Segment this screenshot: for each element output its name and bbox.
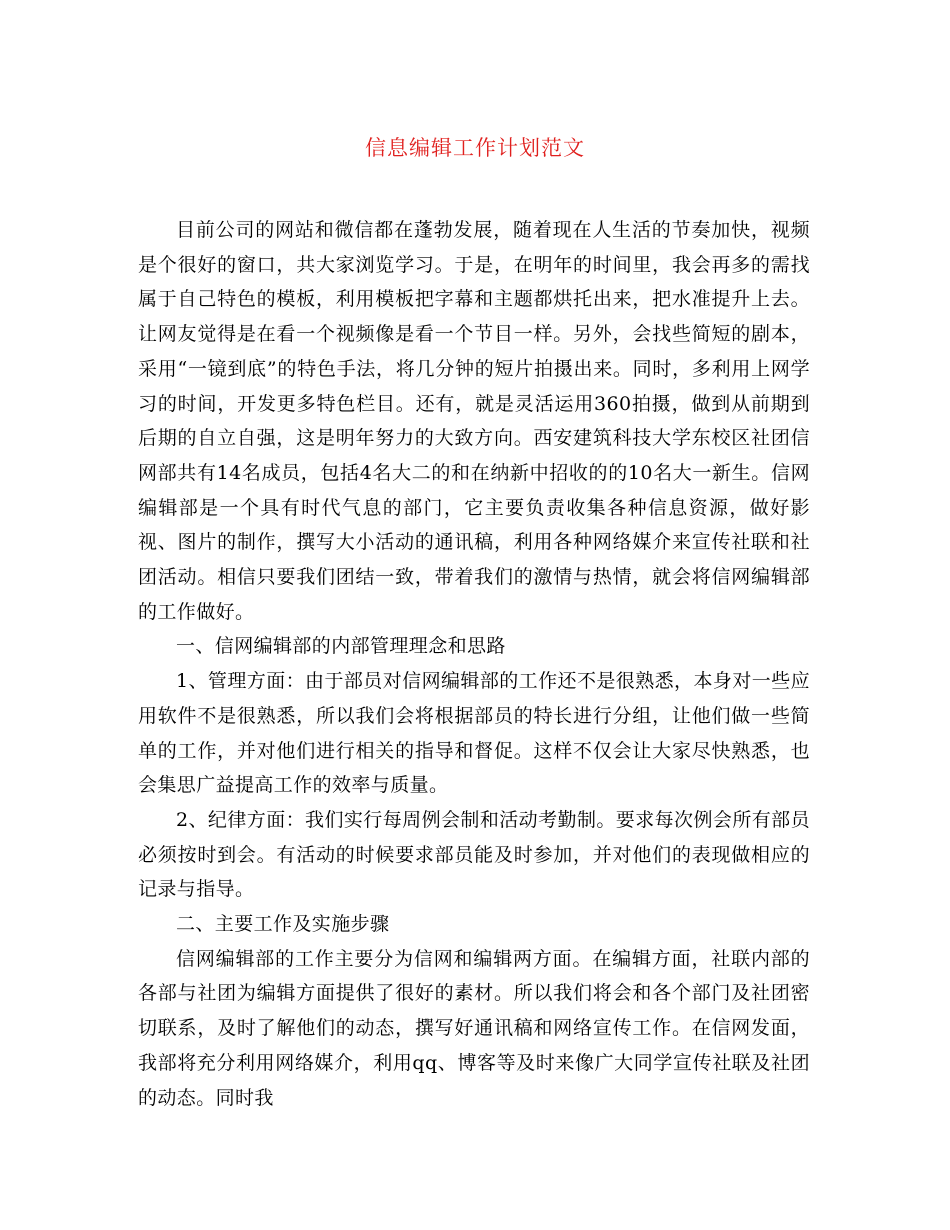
paragraph-main-work: 信网编辑部的工作主要分为信网和编辑两方面。在编辑方面，社联内部的各部与社团为编辑方面提供了很好的素材。所以我们将会和各个部门及社团密切联系，及时了解他们的动态，撰写好通讯稿和网络宣传工作。在信网发面，我部将充分利用网络媒介，利用qq、博客等及时来像广大同学宣传社联及社团的动态。同时我 (138, 947, 810, 1109)
paragraph-management: 1、管理方面：由于部员对信网编辑部的工作还不是很熟悉，本身对一些应用软件不是很熟悉，所以我们会将根据部员的特长进行分组，让他们做一些简单的工作，并对他们进行相关的指导和督促。这样不仅会让大家尽快熟悉，也会集思广益提高工作的效率与质量。 (138, 670, 810, 797)
section-heading-management: 一、信网编辑部的内部管理理念和思路 (176, 635, 506, 658)
paragraph-intro: 目前公司的网站和微信都在蓬勃发展，随着现在人生活的节奏加快，视频是个很好的窗口，共大家浏览学习。于是，在明年的时间里，我会再多的需找属于自己特色的模板，利用模板把字幕和主题都烘托出来，把水准提升上去。让网友觉得是在看一个视频像是看一个节目一样。另外，会找些简短的剧本，采用“一镜到底”的特色手法，将几分钟的短片拍摄出来。同时，多利用上网学习的时间，开发更多特色栏目。还有，就是灵活运用360拍摄，做到从前期到后期的自立自强，这是明年努力的大致方向。西安建筑科技大学东校区社团信网部共有14名成员，包括4名大二的和在纳新中招收的的10名大一新生。信网编辑部是一个具有时代气息的部门，它主要负责收集各种信息资源，做好影视、图片的制作，撰写大小活动的通讯稿，利用各种网络媒介来宣传社联和社团活动。相信只要我们团结一致，带着我们的激情与热情，就会将信网编辑部的工作做好。 (138, 219, 810, 623)
document-body (138, 213, 810, 1115)
paragraph-discipline: 2、纪律方面：我们实行每周例会制和活动考勤制。要求每次例会所有部员必须按时到会。有活动的时候要求部员能及时参加，并对他们的表现做相应的记录与指导。 (138, 808, 810, 901)
document-title: 信息编辑工作计划范文 (365, 136, 585, 160)
section-heading-main-work: 二、主要工作及实施步骤 (176, 913, 390, 936)
